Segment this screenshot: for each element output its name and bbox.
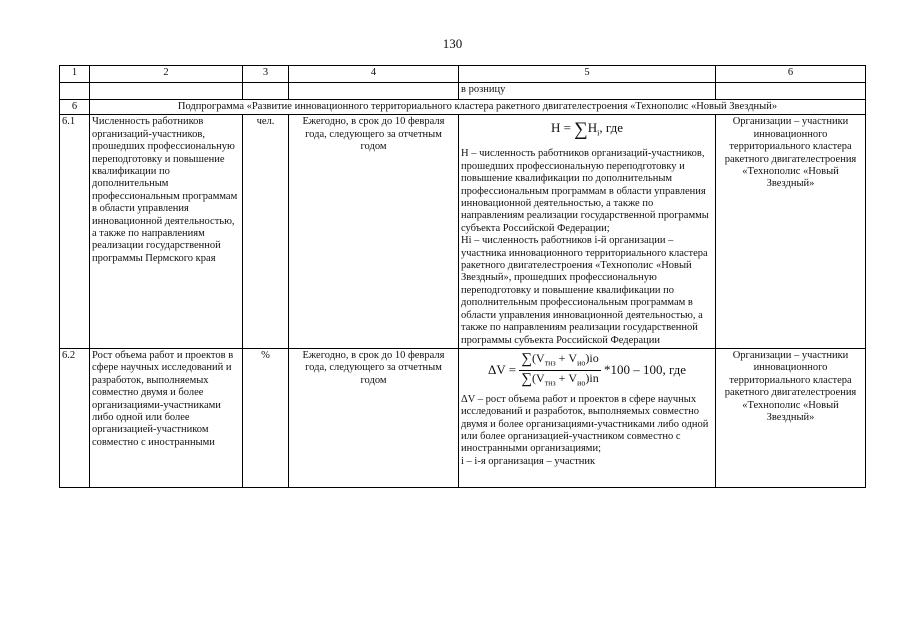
page-number: 130 [442, 36, 463, 51]
continuation-cell: в розницу [459, 83, 716, 100]
continuation-row [60, 83, 866, 100]
formula-fraction: $\frac{\sum(V_{тнз} + V_{ио})io}{\sum(V_{тнз} + V_{ио})in}$ [521, 350, 599, 388]
indicator-period: Ежегодно, в срок до 10 февраля года, следующего за отчетным годом [289, 115, 459, 349]
row-number: 6.1 [60, 115, 90, 349]
table-row [60, 115, 866, 349]
header-col-6: 6 [716, 66, 866, 83]
subprogram-title: Подпрограмма «Развитие инновационного территориального кластера ракетного двигателестроения «Технополис «Новый Звездный» [90, 100, 866, 115]
indicator-name: Рост объема работ и проектов в сфере научных исследований и разработок, выполняемых совместно двумя и более организациями-участниками либо одной или более организацией-участником совместно с иностранными [90, 348, 243, 487]
indicator-unit: % [243, 348, 289, 487]
indicator-method [459, 115, 716, 349]
header-col-2: 2 [90, 66, 243, 83]
header-col-4: 4 [289, 66, 459, 83]
indicator-unit: чел. [243, 115, 289, 349]
table-row [60, 348, 866, 487]
indicator-method [459, 348, 716, 487]
indicator-name: Численность работников организаций-участников, прошедших профессиональную переподготовку и повышение квалификации по дополнительным профессиональным программам в области управления инновационной деятельностью, а также по направлениям реализации государственной программы Пермского края [90, 115, 243, 349]
header-row [60, 66, 866, 83]
data-source: Организации – участники инновационного территориального кластера ракетного двигателестроения «Технополис «Новый Звездный» [716, 348, 866, 487]
indicators-table [59, 65, 866, 488]
indicator-period: Ежегодно, в срок до 10 февраля года, следующего за отчетным годом [289, 348, 459, 487]
formula: $Н = \sum Н_i$, где [551, 119, 623, 141]
subprogram-number: 6 [60, 100, 90, 115]
header-col-5: 5 [459, 66, 716, 83]
data-source: Организации – участники инновационного территориального кластера ракетного двигателестроения «Технополис «Новый Звездный» [716, 115, 866, 349]
subprogram-row [60, 100, 866, 115]
method-description: Н – численность работников организаций-участников, прошедших профессиональную переподготовку и повышение квалификации по дополнительным профессиональным программам в области управления инновационной деятельностью, а также по направлениям реализации государственной программы субъекта Российской Федерации; [461, 148, 709, 234]
method-description: Нi – численность работников i-й организации – участника инновационного территориального кластера ракетного двигателестроения «Технополис «Новый Звездный», прошедших профессиональную переподготовку и повышение квалификации по дополнительным профессиональным программам в области управления инновационной деятельностью, а также по направлениям реализации государственной программы субъекта Российской Федерации [461, 235, 708, 346]
method-description: ΔV – рост объема работ и проектов в сфере научных исследований и разработок, выполняемых совместно двумя и более организациями-участниками либо одной или более организацией-участником совместно с иностранными организациями; [461, 393, 709, 455]
row-number: 6.2 [60, 348, 90, 487]
header-col-3: 3 [243, 66, 289, 83]
header-col-1: 1 [60, 66, 90, 83]
method-description: i – i-я организация – участник [461, 455, 596, 467]
formula: ΔV = $\frac{\sum(V_{тнз} + V_{ио})io}{\sum(V_{тнз} + V_{ио})in}$ *100 – 100, где [461, 351, 713, 391]
